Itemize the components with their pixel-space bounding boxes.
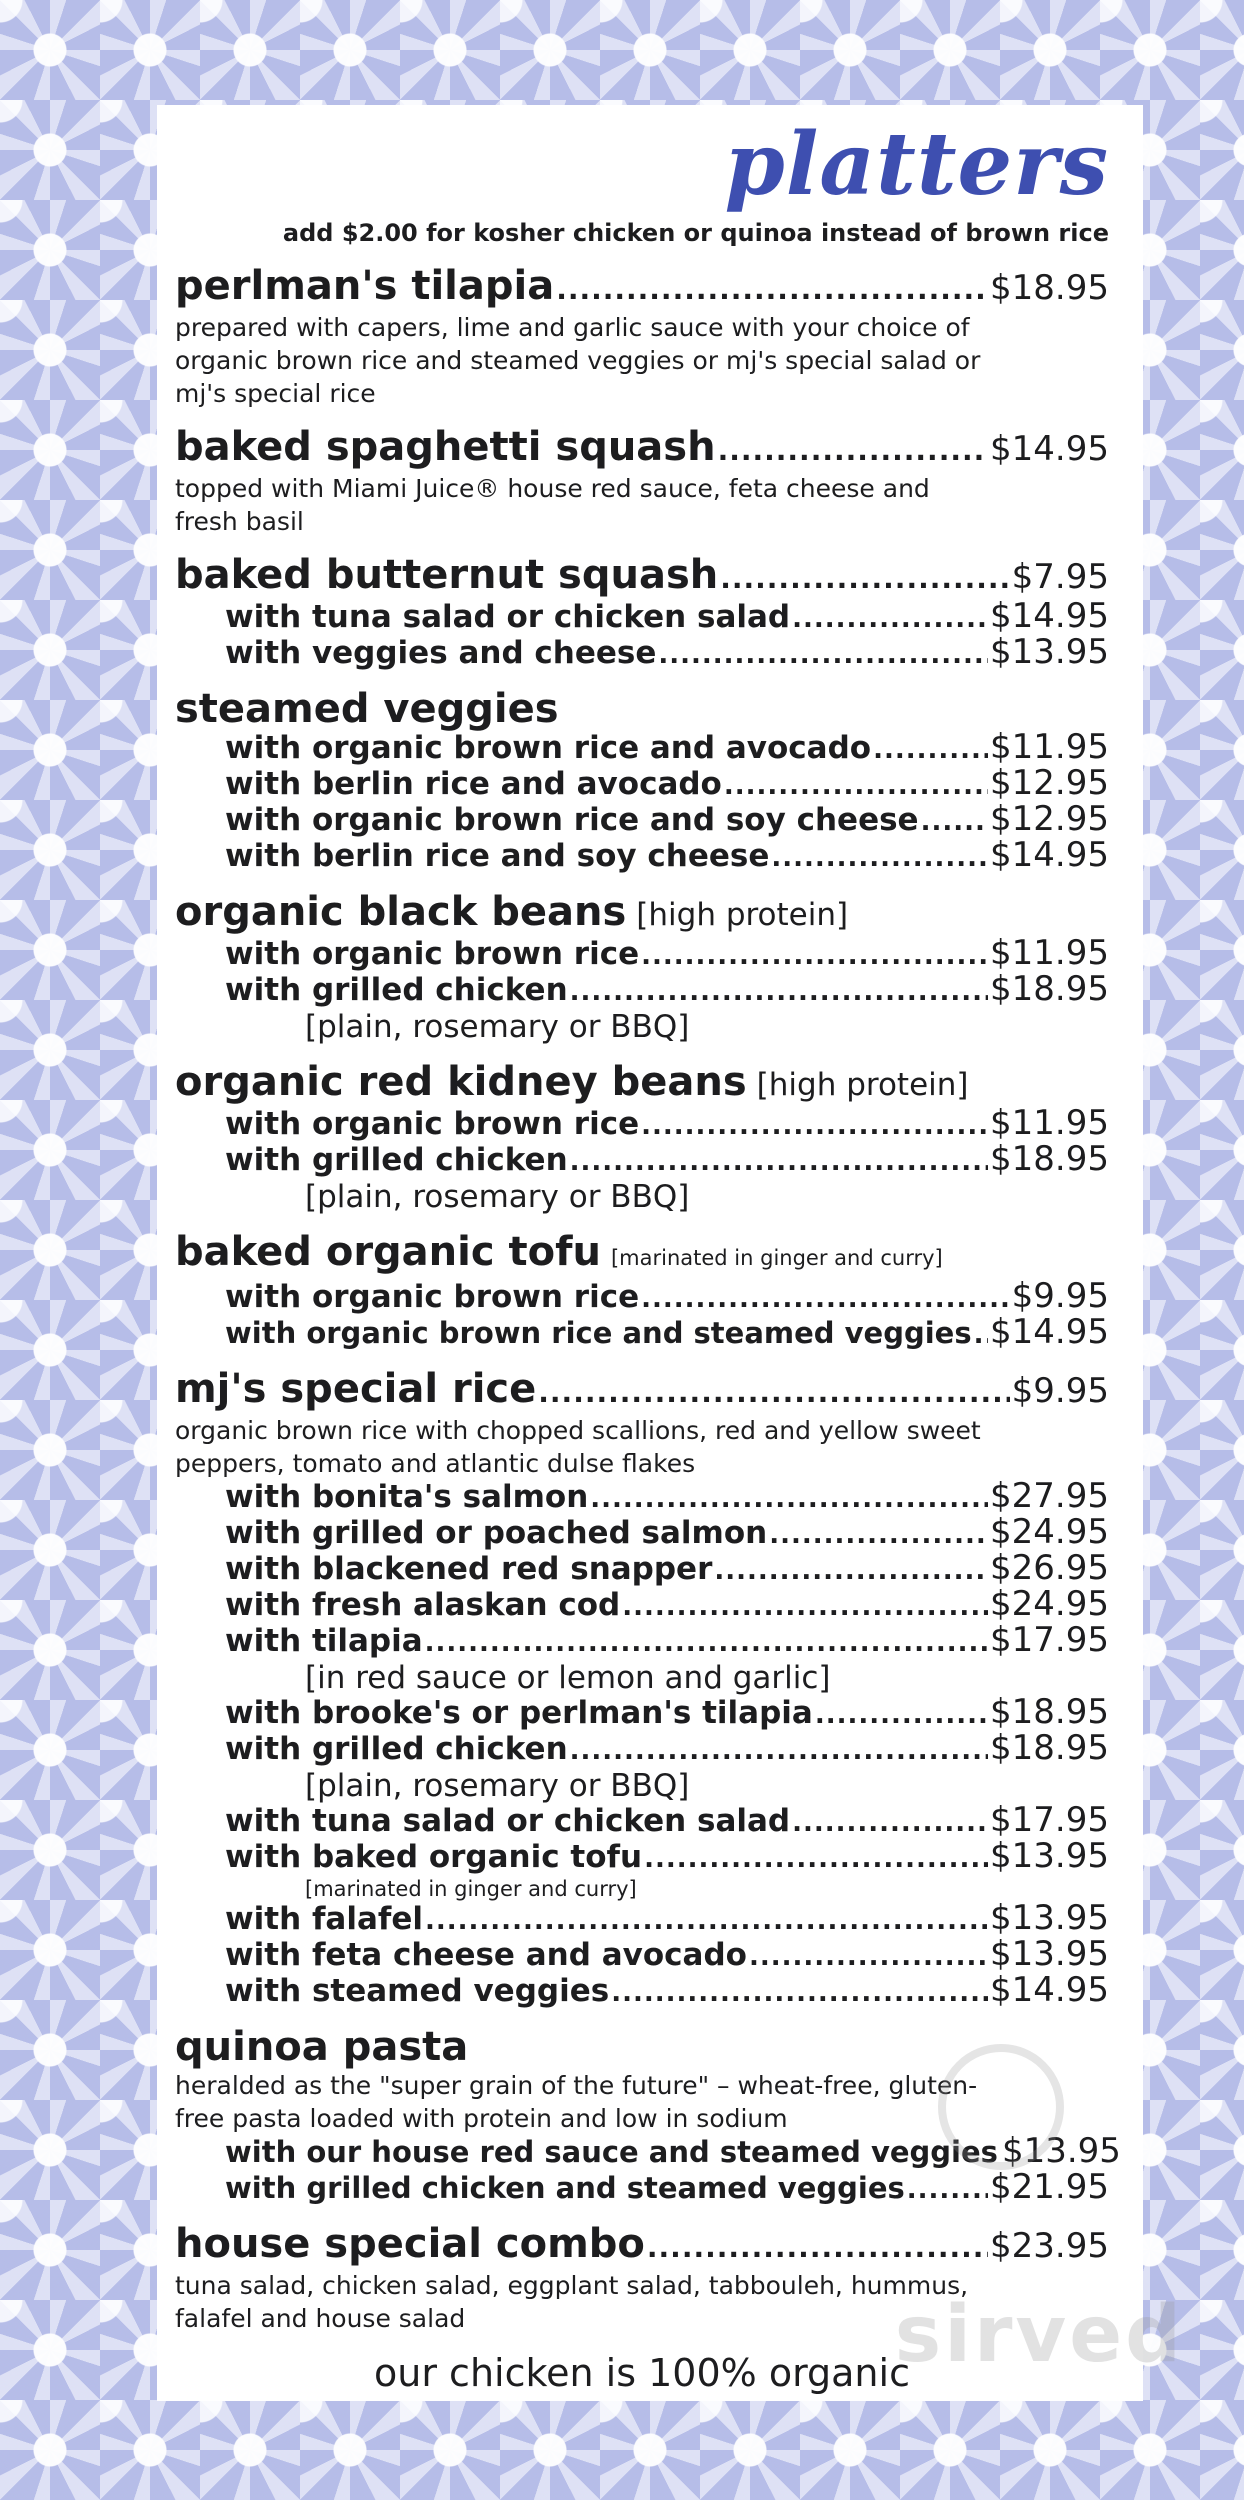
item-heading-tag: [marinated in ginger and curry]: [610, 1246, 943, 1270]
sub-option: [175, 763, 1109, 803]
sub-option: [175, 1512, 1109, 1552]
item-heading: [175, 1231, 1109, 1280]
sub-option-price: $24.95: [990, 1512, 1109, 1552]
leader-dots: [792, 1805, 988, 1840]
item-heading-name: perlman's tilapia: [175, 263, 555, 309]
sub-option-price: $14.95: [990, 1970, 1109, 2010]
item-heading-name: organic red kidney beans: [175, 1059, 747, 1105]
leader-dots: [771, 840, 988, 875]
sub-option: [175, 933, 1109, 973]
sub-option-price: $17.95: [990, 1800, 1109, 1840]
sub-option-price: $12.95: [990, 763, 1109, 803]
sub-option: [175, 1898, 1109, 1938]
sub-option-name: with organic brown rice and soy cheese: [225, 802, 919, 838]
sub-option-name: with baked organic tofu: [225, 1839, 643, 1875]
sub-option-name: with blackened red snapper: [225, 1551, 713, 1587]
leader-dots: [570, 974, 988, 1009]
sub-option-price: $14.95: [990, 596, 1109, 636]
sub-option: [175, 799, 1109, 839]
sub-option: [175, 1800, 1109, 1840]
leader-dots: [425, 1903, 988, 1938]
item-heading-price: $18.95: [990, 268, 1109, 308]
leader-dots: [590, 1481, 988, 1516]
sub-option-name: with organic brown rice: [225, 1106, 640, 1142]
menu-item: [175, 688, 1109, 875]
sub-option-name: with veggies and cheese: [225, 635, 657, 671]
option-note: [plain, rosemary or BBQ]: [305, 1768, 690, 1804]
sub-option-name: with tuna salad or chicken salad: [225, 1803, 791, 1839]
item-heading: [175, 1368, 1109, 1414]
leader-dots: [907, 2172, 988, 2207]
item-heading-name: house special combo: [175, 2221, 645, 2267]
sub-option-name: with grilled chicken and steamed veggies: [225, 2171, 905, 2205]
leader-dots: [611, 1975, 988, 2010]
leader-dots: [873, 732, 988, 767]
sub-option-price: $18.95: [990, 1728, 1109, 1768]
sub-option-price: $11.95: [990, 933, 1109, 973]
item-heading-tag: [high protein]: [636, 897, 849, 933]
item-description: tuna salad, chicken salad, eggplant salad, tabbouleh, hummus, falafel and house salad: [175, 2271, 969, 2333]
item-heading: [175, 265, 1109, 311]
leader-dots: [570, 1733, 988, 1768]
leader-dots: [749, 1939, 988, 1974]
sub-option-name: with steamed veggies: [225, 1973, 610, 2009]
item-heading-name: baked butternut squash: [175, 552, 719, 598]
watermark: sirved: [894, 2290, 1184, 2380]
menu-item: [175, 1368, 1109, 2010]
sub-option: [175, 632, 1109, 672]
sub-option: [175, 727, 1109, 767]
sub-option-name: with organic brown rice and steamed veggies: [225, 1316, 972, 1350]
sub-option: [175, 1139, 1109, 1179]
item-heading-tag: [high protein]: [756, 1067, 969, 1103]
leader-dots: [718, 426, 988, 472]
item-heading: [175, 688, 1109, 731]
leader-dots: [658, 637, 988, 672]
menu-item: [175, 554, 1109, 672]
sub-option: [175, 1548, 1109, 1588]
sub-option: [175, 969, 1109, 1009]
sub-option-name: with organic brown rice: [225, 936, 640, 972]
leader-dots: [556, 265, 988, 311]
sub-option: [175, 1970, 1109, 2010]
sub-option-name: with feta cheese and avocado: [225, 1937, 747, 1973]
sub-option-price: $13.95: [990, 632, 1109, 672]
sub-option-name: with falafel: [225, 1901, 424, 1937]
sub-option: [175, 1728, 1109, 1768]
item-heading-name: mj's special rice: [175, 1366, 537, 1412]
sub-option-name: with grilled or poached salmon: [225, 1515, 768, 1551]
option-note: [marinated in ginger and curry]: [305, 1877, 637, 1901]
item-heading-name: steamed veggies: [175, 686, 559, 732]
sub-option-price: $14.95: [990, 1312, 1109, 1352]
sub-option-price: $13.95: [990, 1836, 1109, 1876]
item-description: organic brown rice with chopped scallions, red and yellow sweet peppers, tomato and atlantic dulse flakes: [175, 1416, 981, 1478]
sub-option-price: $13.95: [990, 1898, 1109, 1938]
kosher-note: add $2.00 for kosher chicken or quinoa instead of brown rice: [282, 219, 1109, 247]
leader-dots: [974, 1317, 988, 1352]
sub-option-name: with organic brown rice and avocado: [225, 730, 872, 766]
item-heading-price: $7.95: [1011, 557, 1109, 597]
leader-dots: [769, 1517, 988, 1552]
item-heading: [175, 2223, 1109, 2269]
sub-option: [175, 596, 1109, 636]
leader-dots: [815, 1697, 988, 1732]
sub-option: [175, 1103, 1109, 1143]
sub-option: [175, 1276, 1109, 1316]
sub-option-name: with tuna salad or chicken salad: [225, 599, 791, 635]
sub-option-price: $13.95: [1001, 2131, 1121, 2171]
sub-option-price: $17.95: [990, 1620, 1109, 1660]
menu-item: [175, 265, 1109, 410]
sub-option-name: with grilled chicken: [225, 972, 568, 1008]
sub-option: [175, 1584, 1109, 1624]
sub-option-name: with berlin rice and soy cheese: [225, 838, 770, 874]
sub-option: [175, 1476, 1109, 1516]
sub-option-name: with berlin rice and avocado: [225, 766, 722, 802]
sub-option: [175, 835, 1109, 875]
item-heading-name: organic black beans: [175, 889, 627, 935]
leader-dots: [921, 804, 988, 839]
leader-dots: [538, 1368, 1009, 1414]
sub-option-name: with grilled chicken: [225, 1731, 568, 1767]
sub-option-price: $18.95: [990, 1692, 1109, 1732]
sub-option-price: $21.95: [990, 2167, 1109, 2207]
sub-option: [175, 2167, 1109, 2207]
item-heading-price: $14.95: [990, 429, 1109, 469]
leader-dots: [425, 1625, 988, 1660]
leader-dots: [720, 554, 1009, 600]
sub-option-price: $11.95: [990, 727, 1109, 767]
option-note: [plain, rosemary or BBQ]: [305, 1179, 690, 1215]
leader-dots: [641, 1108, 988, 1143]
sub-option-price: $13.95: [990, 1934, 1109, 1974]
sub-option-name: with brooke's or perlman's tilapia: [225, 1695, 813, 1731]
leader-dots: [570, 1144, 988, 1179]
sub-option-price: $24.95: [990, 1584, 1109, 1624]
menu-item: [175, 426, 1109, 538]
sub-option-price: $9.95: [1011, 1276, 1109, 1316]
menu-items: [175, 263, 1121, 2335]
item-heading-price: $23.95: [990, 2226, 1109, 2266]
leader-dots: [792, 601, 988, 636]
menu-item: [175, 891, 1109, 1045]
page-title: platters: [724, 114, 1109, 215]
sub-option: [175, 1934, 1109, 1974]
leader-dots: [622, 1589, 988, 1624]
leader-dots: [724, 768, 988, 803]
menu-item: [175, 1231, 1109, 1352]
item-heading: [175, 426, 1109, 472]
item-heading: [175, 554, 1109, 600]
sub-option: [175, 1836, 1109, 1876]
sub-option: [175, 1692, 1109, 1732]
leader-dots: [644, 1841, 988, 1876]
item-heading: [175, 1061, 1109, 1107]
item-heading-name: baked organic tofu: [175, 1229, 601, 1275]
sub-option-name: with bonita's salmon: [225, 1479, 589, 1515]
sub-option-name: with fresh alaskan cod: [225, 1587, 621, 1623]
fork-plate-icon: [938, 2044, 1064, 2170]
item-heading: [175, 891, 1109, 937]
item-heading-name: baked spaghetti squash: [175, 424, 716, 470]
sub-option-name: with tilapia: [225, 1623, 423, 1659]
leader-dots: [647, 2223, 988, 2269]
menu-item: [175, 1061, 1109, 1215]
sub-option-price: $27.95: [990, 1476, 1109, 1516]
leader-dots: [641, 938, 988, 973]
item-heading-name: quinoa pasta: [175, 2024, 469, 2070]
option-note: [in red sauce or lemon and garlic]: [305, 1660, 831, 1696]
sub-option-price: $11.95: [990, 1103, 1109, 1143]
sub-option: [175, 1312, 1109, 1352]
item-description: prepared with capers, lime and garlic sauce with your choice of organic brown rice and steamed veggies or mj's special salad or mj's special rice: [175, 313, 981, 408]
footer-note: our chicken is 100% organic: [374, 2351, 910, 2395]
leader-dots: [641, 1281, 1010, 1316]
sub-option-price: $18.95: [990, 969, 1109, 1009]
item-heading-price: $9.95: [1011, 1371, 1109, 1411]
sub-option-price: $14.95: [990, 835, 1109, 875]
sub-option: [175, 1620, 1109, 1660]
sub-option-price: $26.95: [990, 1548, 1109, 1588]
option-note: [plain, rosemary or BBQ]: [305, 1009, 690, 1045]
sub-option-price: $18.95: [990, 1139, 1109, 1179]
sub-option-price: $12.95: [990, 799, 1109, 839]
sub-option-name: with organic brown rice: [225, 1279, 640, 1315]
item-description: topped with Miami Juice® house red sauce, feta cheese and fresh basil: [175, 474, 930, 536]
item-description: heralded as the "super grain of the future" – wheat-free, gluten-free pasta loaded with protein and low in sodium: [175, 2071, 978, 2133]
leader-dots: [714, 1553, 988, 1588]
sub-option-name: with grilled chicken: [225, 1142, 568, 1178]
sub-option-name: with our house red sauce and steamed veggies: [225, 2135, 998, 2169]
